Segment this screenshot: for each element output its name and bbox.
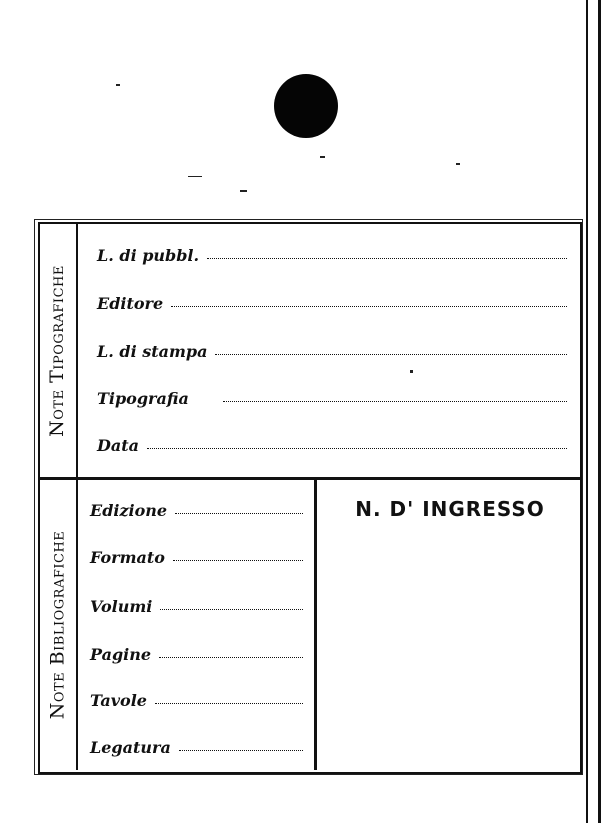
note-tipografiche-heading [38, 224, 76, 477]
field-luogo-stampa[interactable] [97, 342, 567, 361]
note-bibliografiche-heading [38, 480, 76, 770]
note-bibliografiche-sidebar [38, 480, 78, 770]
dotted-line [215, 353, 567, 355]
dotted-line [155, 702, 303, 704]
field-label: L. di pubbl. [97, 246, 200, 265]
field-label: Editore [97, 294, 164, 313]
dotted-line [179, 749, 303, 751]
field-formato[interactable] [90, 548, 303, 567]
field-label: Formato [90, 548, 165, 567]
field-label: Edizione [90, 501, 168, 520]
field-label: Tipografia [97, 389, 189, 408]
section-divider [38, 477, 580, 480]
note-tipografiche-sidebar [38, 224, 78, 477]
field-legatura[interactable] [90, 738, 303, 757]
numero-ingresso-heading: N. D' INGRESSO [355, 497, 545, 521]
dotted-line [147, 447, 567, 449]
field-label: Legatura [90, 738, 171, 757]
dotted-line [175, 512, 303, 514]
field-tipografia[interactable] [97, 389, 567, 408]
field-label: Pagine [90, 645, 152, 664]
field-editore[interactable] [97, 294, 567, 313]
speck [116, 84, 120, 86]
speck [456, 163, 460, 165]
field-pagine[interactable] [90, 645, 303, 664]
field-label: Volumi [90, 597, 153, 616]
field-label: L. di stampa [97, 342, 208, 361]
field-volumi[interactable] [90, 597, 303, 616]
note-bibliografiche-heading-text: Note Bibliografiche [46, 530, 68, 720]
field-data[interactable] [97, 436, 567, 455]
dotted-line [159, 656, 303, 658]
card-edge [586, 0, 614, 823]
dotted-line [207, 257, 567, 259]
field-luogo-pubblicazione[interactable] [97, 246, 567, 265]
dotted-line [173, 559, 303, 561]
field-edizione[interactable] [90, 501, 303, 520]
dotted-line [160, 608, 303, 610]
field-tavole[interactable] [90, 691, 303, 710]
dotted-line [171, 305, 567, 307]
field-label: Tavole [90, 691, 147, 710]
speck [240, 190, 247, 192]
speck [320, 156, 325, 158]
field-label: Data [97, 436, 139, 455]
note-tipografiche-heading-text: Note Tipografiche [46, 264, 68, 437]
speck [188, 176, 202, 177]
dotted-line [223, 400, 567, 402]
punch-hole [274, 74, 338, 138]
column-divider [314, 480, 317, 770]
